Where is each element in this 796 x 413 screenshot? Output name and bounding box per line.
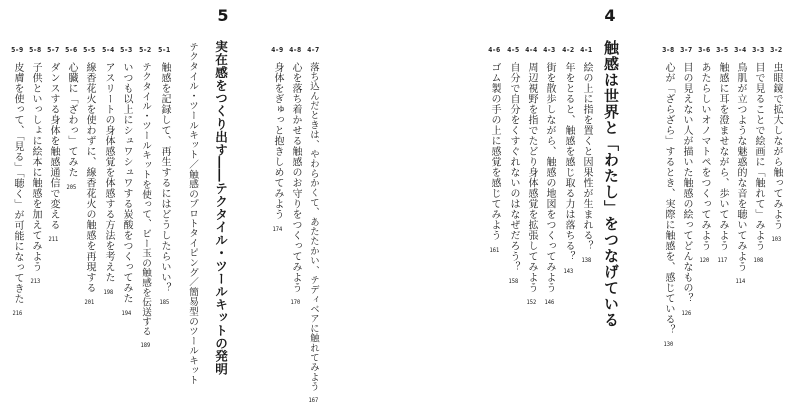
toc-entry[interactable] bbox=[62, 44, 80, 192]
entry-page: 211 bbox=[48, 236, 58, 243]
entry-page: 205 bbox=[66, 183, 76, 191]
entry-page: 103 bbox=[771, 236, 781, 243]
entry-number: 5-2 bbox=[139, 46, 151, 54]
toc-entry[interactable] bbox=[117, 44, 135, 318]
entry-number: 5-8 bbox=[29, 46, 41, 54]
entry-page: 213 bbox=[30, 278, 40, 285]
entry-page: 114 bbox=[735, 278, 745, 285]
entry-title: 自分で自分をくすぐれないのはなぜだろう？ bbox=[508, 62, 519, 272]
chapter-5-title: 実在感をつくり出す――テクタイル・ツールキットの発明 bbox=[213, 40, 228, 376]
entry-number: 5-3 bbox=[120, 46, 132, 54]
entry-title: 身体をぎゅっと抱きしめてみよう bbox=[272, 62, 283, 220]
chapter-4-title: 触感は世界と「わたし」をつなげている bbox=[602, 40, 620, 328]
entry-number: 4-2 bbox=[562, 46, 574, 54]
toc-entry[interactable] bbox=[136, 44, 154, 350]
entry-page: 194 bbox=[121, 309, 131, 317]
entry-title: 線香花火を使わずに、線香花火の触感を再現する bbox=[84, 62, 95, 293]
entry-title: 触感を記録して、再生するにはどうしたらいい？ bbox=[159, 62, 170, 293]
entry-title: 街を散歩しながら、触感の地図をつくってみよう bbox=[544, 62, 555, 293]
entry-title: 落ち込んだときは、やわらかくて、あたたかい、テディベアに触れてみよう bbox=[308, 62, 319, 392]
entry-number: 5-9 bbox=[11, 46, 23, 54]
toc-entry[interactable] bbox=[659, 44, 677, 349]
toc-entry[interactable] bbox=[713, 44, 731, 265]
entry-title: テクタイル・ツールキットを使って、ビー玉の触感を伝送する bbox=[140, 62, 151, 337]
toc-entry[interactable] bbox=[155, 44, 173, 307]
entry-number: 5-4 bbox=[102, 46, 114, 54]
toc-entry[interactable] bbox=[695, 44, 713, 265]
entry-number: 3-6 bbox=[698, 46, 710, 54]
toc-entry[interactable] bbox=[522, 44, 540, 307]
entry-number: 3-2 bbox=[770, 46, 782, 54]
entry-number: 3-3 bbox=[752, 46, 764, 54]
entry-number: 4-8 bbox=[289, 46, 301, 54]
chapter-5-subtitle: テクタイル・ツールキット／触感のプロトタイピング／簡易型のツールキット bbox=[187, 42, 198, 385]
toc-entry[interactable] bbox=[304, 44, 322, 405]
entry-page: 158 bbox=[508, 278, 518, 285]
toc-entry[interactable] bbox=[767, 44, 785, 244]
entry-number: 4-5 bbox=[507, 46, 519, 54]
entry-page: 216 bbox=[12, 310, 22, 317]
entry-page: 185 bbox=[159, 299, 169, 306]
toc-entry[interactable] bbox=[504, 44, 522, 286]
entry-title: いつも以上にシュワシュワする炭酸をつくってみた bbox=[121, 62, 132, 304]
entry-title: 触感に耳を澄ませながら、歩いてみよう bbox=[717, 62, 728, 251]
entry-number: 5-6 bbox=[65, 46, 77, 54]
entry-title: アスリートの身体感覚を体感する方法を考えた bbox=[103, 62, 114, 283]
toc-entry[interactable] bbox=[540, 44, 558, 307]
entry-page: 130 bbox=[663, 341, 673, 348]
toc-entry[interactable] bbox=[731, 44, 749, 286]
entry-page: 174 bbox=[272, 225, 282, 233]
toc-entry[interactable] bbox=[286, 44, 304, 307]
entry-title: 鳥肌が立つような魅惑的な音を聴いてみよう bbox=[735, 62, 746, 272]
entry-title: ダンスする身体を触感通信で変える bbox=[48, 62, 59, 230]
entry-title: 虫眼鏡で拡大しながら触ってみよう bbox=[771, 62, 782, 230]
entry-title: 心が「ざらざら」するとき、実際に触感を、感じている？ bbox=[663, 62, 674, 335]
chapter-4-number: 4 bbox=[604, 6, 616, 25]
entry-number: 3-4 bbox=[734, 46, 746, 54]
toc-entry[interactable] bbox=[268, 44, 286, 234]
entry-number: 4-4 bbox=[525, 46, 537, 54]
toc-entry[interactable] bbox=[677, 44, 695, 318]
entry-number: 4-7 bbox=[307, 46, 319, 54]
entry-number: 3-5 bbox=[716, 46, 728, 54]
toc-entry[interactable] bbox=[99, 44, 117, 297]
entry-page: 143 bbox=[563, 267, 573, 275]
entry-title: あたらしいオノマトペをつくってみよう bbox=[699, 62, 710, 251]
entry-number: 3-7 bbox=[680, 46, 692, 54]
entry-page: 161 bbox=[489, 246, 499, 254]
entry-number: 4-6 bbox=[488, 46, 500, 54]
toc-entry[interactable] bbox=[749, 44, 767, 265]
toc-entry[interactable] bbox=[44, 44, 62, 244]
entry-title: 年をとると、触感を感じ取る力は落ちる？ bbox=[563, 62, 574, 262]
entry-number: 4-9 bbox=[271, 46, 283, 54]
entry-page: 201 bbox=[84, 299, 94, 306]
entry-page: 152 bbox=[526, 299, 536, 306]
entry-title: 絵の上に指を置くと因果性が生まれる？ bbox=[581, 62, 592, 251]
toc-entry[interactable] bbox=[8, 44, 26, 318]
entry-number: 3-8 bbox=[662, 46, 674, 54]
entry-number: 4-3 bbox=[543, 46, 555, 54]
entry-page: 108 bbox=[753, 257, 763, 264]
entry-title: 目で見ることで絵画に「触れて」みよう bbox=[753, 62, 764, 251]
entry-page: 117 bbox=[717, 257, 727, 264]
entry-page: 170 bbox=[290, 299, 300, 306]
entry-page: 198 bbox=[103, 288, 113, 296]
entry-number: 5-7 bbox=[47, 46, 59, 54]
entry-page: 167 bbox=[308, 397, 318, 405]
toc-entry[interactable] bbox=[559, 44, 577, 276]
toc-entry[interactable] bbox=[577, 44, 595, 265]
entry-number: 5-5 bbox=[83, 46, 95, 54]
toc-entry[interactable] bbox=[26, 44, 44, 286]
entry-page: 189 bbox=[140, 342, 150, 350]
entry-title: 周辺視野を指でたどり身体感覚を拡張してみよう bbox=[526, 62, 537, 293]
toc-entry[interactable] bbox=[485, 44, 503, 255]
entry-page: 146 bbox=[544, 299, 554, 306]
entry-title: 目の見えない人が描いた触感の絵ってどんなもの？ bbox=[681, 62, 692, 304]
entry-title: 心臓に「ざわっ」てみた bbox=[66, 62, 77, 178]
entry-page: 138 bbox=[581, 257, 591, 264]
entry-number: 4-1 bbox=[580, 46, 592, 54]
entry-title: 子供といっしょに絵本に触感を加えてみよう bbox=[30, 62, 41, 272]
toc-entry[interactable] bbox=[80, 44, 98, 307]
entry-number: 5-1 bbox=[158, 46, 170, 54]
entry-page: 120 bbox=[699, 257, 709, 264]
entry-title: ゴム製の手の上に感覚を感じてみよう bbox=[489, 62, 500, 241]
entry-title: 皮膚を使って、「見る」「聴く」が可能になってきた bbox=[12, 62, 23, 304]
entry-page: 126 bbox=[681, 309, 691, 317]
chapter-5-number: 5 bbox=[217, 6, 229, 25]
entry-title: 心を落ち着かせる触感のお守りをつくってみよう bbox=[290, 62, 301, 293]
